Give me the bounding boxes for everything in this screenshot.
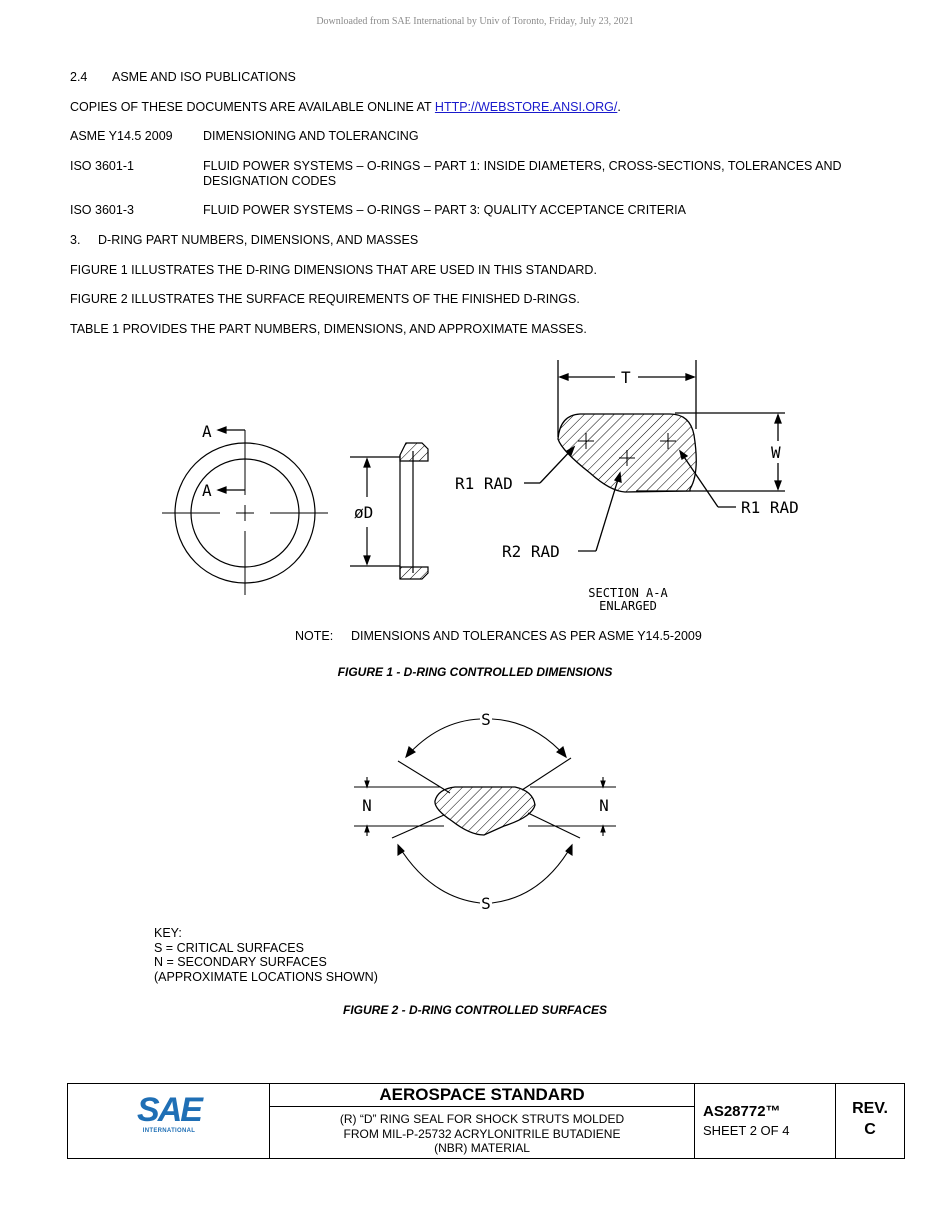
paragraph: FIGURE 1 ILLUSTRATES THE D-RING DIMENSIONS THAT ARE USED IN THIS STANDARD.: [70, 263, 597, 277]
section-title: ASME AND ISO PUBLICATIONS: [112, 70, 296, 84]
note-text: DIMENSIONS AND TOLERANCES AS PER ASME Y14.5-2009: [351, 629, 702, 643]
title-block: [67, 1083, 905, 1159]
section-number: 3.: [70, 233, 81, 247]
logo-cell: [68, 1084, 270, 1158]
figure2-caption: FIGURE 2 - D-RING CONTROLLED SURFACES: [342, 1003, 607, 1017]
title-line: (NBR) MATERIAL: [434, 1141, 530, 1155]
title-cell: [270, 1084, 695, 1158]
download-watermark: Downloaded from SAE International by Univ of Toronto, Friday, July 23, 2021: [316, 16, 634, 27]
figure2-drawing: [0, 705, 950, 920]
critical-surface-label-top: S: [481, 710, 491, 729]
reference-code: ASME Y14.5 2009: [70, 129, 173, 143]
availability-suffix: .: [617, 100, 621, 114]
sae-logo-subtext: INTERNATIONAL: [142, 1128, 196, 1134]
revision-value: C: [864, 1121, 876, 1138]
sae-logo-mark: SAE: [137, 1091, 201, 1129]
dimension-w-label: W: [771, 443, 781, 462]
r1-rad-label-left: R1 RAD: [455, 474, 513, 493]
r1-rad-label-right: R1 RAD: [741, 498, 799, 517]
secondary-surface-label-left: N: [362, 796, 372, 815]
reference-title: FLUID POWER SYSTEMS – O-RINGS – PART 3: QUALITY ACCEPTANCE CRITERIA: [203, 203, 686, 217]
section-title: D-RING PART NUMBERS, DIMENSIONS, AND MASSES: [98, 233, 419, 247]
revision-label: REV.: [852, 1100, 888, 1117]
key-item: (APPROXIMATE LOCATIONS SHOWN): [154, 970, 378, 985]
figure1-drawing: [0, 355, 950, 615]
cross-section: [435, 787, 535, 835]
document-number-cell: [695, 1084, 836, 1158]
critical-surface-label-bottom: S: [481, 894, 491, 913]
paragraph: TABLE 1 PROVIDES THE PART NUMBERS, DIMENSIONS, AND APPROXIMATE MASSES.: [70, 322, 587, 336]
standard-heading: AEROSPACE STANDARD: [270, 1084, 694, 1107]
figure1-caption: FIGURE 1 - D-RING CONTROLLED DIMENSIONS: [337, 665, 613, 679]
reference-code: ISO 3601-1: [70, 159, 134, 173]
diameter-label: øD: [354, 503, 374, 522]
figure2-key: [154, 926, 378, 985]
section-aa-view: [524, 360, 785, 551]
sheet-number: SHEET 2 OF 4: [703, 1123, 790, 1138]
reference-title: DIMENSIONING AND TOLERANCING: [203, 129, 419, 143]
secondary-surface-label-right: N: [599, 796, 609, 815]
reference-title: FLUID POWER SYSTEMS – O-RINGS – PART 1: INSIDE DIAMETERS, CROSS-SECTIONS, TOLERANCES AND: [203, 159, 842, 173]
title-line: FROM MIL-P-25732 ACRYLONITRILE BUTADIENE: [343, 1126, 621, 1141]
key-heading: KEY:: [154, 926, 182, 940]
reference-code: ISO 3601-3: [70, 203, 134, 217]
ring-front-view: [162, 427, 328, 595]
key-item: N = SECONDARY SURFACES: [154, 955, 327, 970]
section-marker-a-bottom: A: [202, 481, 212, 500]
reference-title-cont: DESIGNATION CODES: [203, 174, 337, 188]
section-title-line2: ENLARGED: [599, 599, 657, 613]
section-title-line1: SECTION A-A: [588, 586, 668, 600]
document-number: AS28772™: [703, 1103, 781, 1120]
sae-logo: [136, 1091, 202, 1134]
dimension-t-label: T: [621, 368, 631, 387]
note-label: NOTE:: [295, 629, 334, 643]
ansi-webstore-link[interactable]: HTTP://WEBSTORE.ANSI.ORG/: [434, 100, 618, 114]
paragraph: FIGURE 2 ILLUSTRATES THE SURFACE REQUIREMENTS OF THE FINISHED D-RINGS.: [70, 292, 580, 306]
document-title: [270, 1112, 694, 1156]
title-line: (R) “D” RING SEAL FOR SHOCK STRUTS MOLDED: [339, 1112, 625, 1126]
r2-rad-label: R2 RAD: [502, 542, 560, 561]
revision-cell: [836, 1084, 904, 1158]
key-item: S = CRITICAL SURFACES: [154, 940, 304, 955]
section-number: 2.4: [70, 70, 88, 84]
availability-text: COPIES OF THESE DOCUMENTS ARE AVAILABLE ONLINE AT: [70, 100, 435, 114]
availability-paragraph: [70, 100, 621, 115]
section-marker-a-top: A: [202, 422, 212, 441]
